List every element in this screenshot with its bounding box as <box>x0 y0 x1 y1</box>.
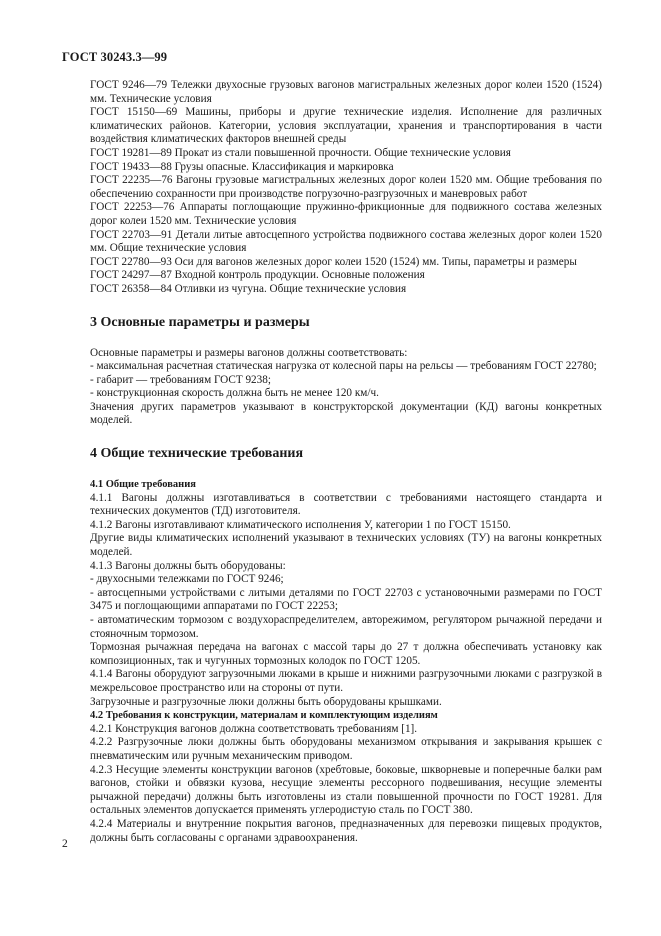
paragraph: - двухосными тележками по ГОСТ 9246; <box>90 573 284 586</box>
reference-item: ГОСТ 22780—93 Оси для вагонов железных дорог колеи 1520 (1524) мм. Типы, параметры и размеры <box>90 255 577 268</box>
paragraph: 4.1.2 Вагоны изготавливают климатического исполнения У, категории 1 по ГОСТ 15150. <box>90 518 511 531</box>
section-4-title: 4 Общие технические требования <box>90 446 304 462</box>
page-number: 2 <box>62 838 68 850</box>
reference-item: ГОСТ 19281—89 Прокат из стали повышенной прочности. Общие технические условия <box>90 146 511 159</box>
subsection-4-2-title: 4.2 Требования к конструкции, материалам и комплектующим изделиям <box>90 710 438 722</box>
paragraph: - максимальная расчетная статическая нагрузка от колесной пары на рельсы — требованиям ГОСТ 22780; <box>90 360 597 373</box>
reference-item: ГОСТ 26358—84 Отливки из чугуна. Общие технические условия <box>90 282 407 295</box>
reference-item: ГОСТ 19433—88 Грузы опасные. Классификация и маркировка <box>90 160 394 173</box>
section-3-title: 3 Основные параметры и размеры <box>90 314 310 330</box>
reference-item: ГОСТ 9246—79 Тележки двухосные грузовых вагонов магистральных железных дорог колеи 1520 (1524) мм. Технические условия <box>90 79 602 105</box>
paragraph: - автосцепными устройствами с литыми деталями по ГОСТ 22703 с установочными размерами по ГОСТ 3475 и поглощающими аппаратами по ГОСТ 22253; <box>90 586 602 613</box>
section-4-body <box>90 478 602 845</box>
section-3-body <box>90 347 602 429</box>
document-header: ГОСТ 30243.3—99 <box>62 50 168 64</box>
reference-item: ГОСТ 22703—91 Детали литые автосцепного устройства подвижного состава железных дорог колеи 1520 мм. Общие технические условия <box>90 228 602 255</box>
paragraph: Основные параметры и размеры вагонов должны соответствовать: <box>90 346 408 359</box>
document-body <box>90 79 602 845</box>
paragraph: 4.2.2 Разгрузочные люки должны быть оборудованы механизмом открывания и закрывания крышек с пневматическим или ручным механическим приводом. <box>90 736 602 762</box>
paragraph: 4.1.4 Вагоны оборудуют загрузочными люками в крыше и нижними разгрузочными люками с разгрузкой в межрельсовое пространство или на стороны от пути. <box>90 668 602 694</box>
subsection-4-1-title: 4.1 Общие требования <box>90 479 196 491</box>
paragraph: - конструкционная скорость должна быть не менее 120 км/ч. <box>90 387 379 400</box>
reference-item: ГОСТ 22253—76 Аппараты поглощающие пружинно-фрикционные для подвижного состава железных дорог колеи 1520 мм. Технические условия <box>90 201 602 227</box>
paragraph: 4.2.1 Конструкция вагонов должна соответствовать требованиям [1]. <box>90 722 418 735</box>
paragraph: - габарит — требованиям ГОСТ 9238; <box>90 373 271 386</box>
paragraph: 4.1.1 Вагоны должны изготавливаться в соответствии с требованиями настоящего стандарта и технических документов (ТД) изготовителя. <box>90 491 602 518</box>
paragraph: 4.2.3 Несущие элементы конструкции вагонов (хребтовые, боковые, шкворневые и поперечные балки рам вагонов, стойки и обвязки кузова, несущие элементы рессорного подвешивания, несущие элементы рычажной передачи) должны быть изготовлены из стали повышенной прочности по ГОСТ 19281. Для остальных элементов допускается применять углеродистую сталь по ГОСТ 380. <box>90 763 602 817</box>
reference-item: ГОСТ 15150—69 Машины, приборы и другие технические изделия. Исполнение для различных климатических районов. Категории, условия эксплуатации, хранения и транспортирования в части воздействия климатических факторов внешней среды <box>90 106 602 146</box>
paragraph: 4.2.4 Материалы и внутренние покрытия вагонов, предназначенных для перевозки пищевых продуктов, должны быть согласованы с органами здравоохранения. <box>90 817 602 844</box>
paragraph: Другие виды климатических исполнений указывают в технических условиях (ТУ) на вагоны конкретных моделей. <box>90 532 602 559</box>
references-list <box>90 79 602 297</box>
reference-item: ГОСТ 24297—87 Входной контроль продукции. Основные положения <box>90 269 425 282</box>
paragraph: Значения других параметров указывают в конструкторской документации (КД) вагоны конкретных моделей. <box>90 400 602 427</box>
paragraph: 4.1.3 Вагоны должны быть оборудованы: <box>90 559 286 572</box>
reference-item: ГОСТ 22235—76 Вагоны грузовые магистральных железных дорог колеи 1520 мм. Общие требования по обеспечению сохранности при производстве погрузочно-разгрузочных и маневровых работ <box>90 174 602 200</box>
paragraph: Тормозная рычажная передача на вагонах с массой тары до 27 т должна обеспечивать установку как композиционных, так и чугунных тормозных колодок по ГОСТ 1205. <box>90 641 602 667</box>
paragraph: Загрузочные и разгрузочные люки должны быть оборудованы крышками. <box>90 695 442 708</box>
paragraph: - автоматическим тормозом с воздухораспределителем, авторежимом, регулятором рычажной передачи и стояночным тормозом. <box>90 614 602 640</box>
